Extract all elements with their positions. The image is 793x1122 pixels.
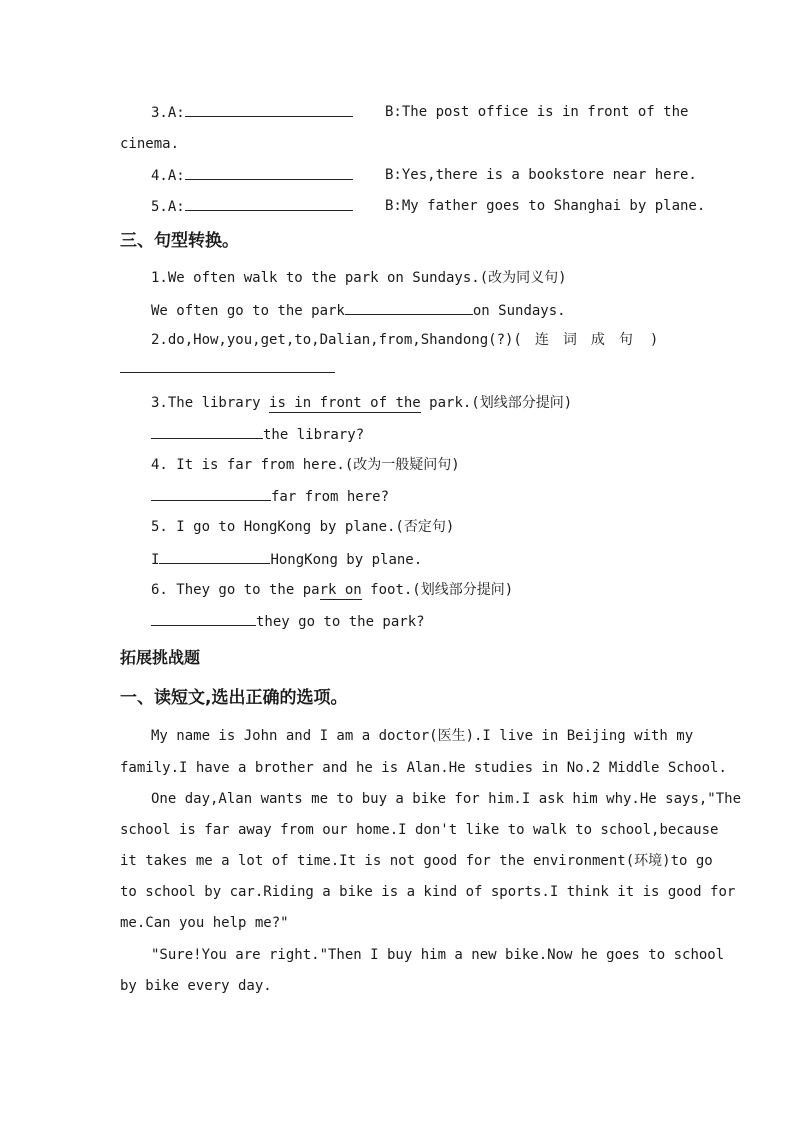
q4-blank[interactable] xyxy=(151,486,271,501)
q3-prompt: 3.The library is in front of the park.(划线部分提问) xyxy=(151,395,573,411)
passage-line: One day,Alan wants me to buy a bike for him.I ask him why.He says,"The xyxy=(151,791,742,807)
q5-blank[interactable] xyxy=(159,549,270,564)
q2-blank[interactable] xyxy=(120,358,335,373)
q4-answer-line: far from here? xyxy=(151,486,389,507)
q3-answer-line: the library? xyxy=(151,424,364,445)
dialogue-item-3 xyxy=(151,102,353,123)
q3-underlined-part: is in front of the xyxy=(269,395,421,411)
q2-answer-line[interactable] xyxy=(120,358,335,379)
passage-line: family.I have a brother and he is Alan.He studies in No.2 Middle School. xyxy=(120,760,727,776)
q4-prompt: 4. It is far from here.(改为一般疑问句) xyxy=(151,457,460,473)
q2-instruction: 连 词 成 句 ) xyxy=(534,332,657,348)
dialogue-item-4 xyxy=(151,165,353,186)
passage-line: me.Can you help me?" xyxy=(120,915,289,931)
passage-line: it takes me a lot of time.It is not good for the environment(环境)to go xyxy=(120,853,713,869)
passage-line: to school by car.Riding a bike is a kind of sports.I think it is good for xyxy=(120,884,736,900)
challenge-title: 拓展挑战题 xyxy=(120,648,201,667)
q5-prompt: 5. I go to HongKong by plane.(否定句) xyxy=(151,519,455,535)
q1-blank[interactable] xyxy=(345,300,473,315)
item-number: 3.A: xyxy=(151,105,185,121)
dialogue-answer-4: B:Yes,there is a bookstore near here. xyxy=(385,167,697,183)
answer-blank[interactable] xyxy=(185,102,353,117)
item-number: 4.A: xyxy=(151,168,185,184)
q6-underlined-part: rk on xyxy=(319,582,362,598)
q6-answer-line: they go to the park? xyxy=(151,611,425,632)
answer-blank[interactable] xyxy=(185,165,353,180)
passage-line: My name is John and I am a doctor(医生).I live in Beijing with my xyxy=(151,728,694,744)
dialogue-answer-3-continued: cinema. xyxy=(120,136,180,152)
dialogue-answer-3: B:The post office is in front of the xyxy=(385,104,689,120)
q2-prompt: 2.do,How,you,get,to,Dalian,from,Shandong(?)( xyxy=(151,332,522,348)
q6-blank[interactable] xyxy=(151,611,256,626)
q3-blank[interactable] xyxy=(151,424,263,439)
q1-pre-text: We often go to the park xyxy=(151,303,345,319)
passage-line: "Sure!You are right."Then I buy him a new bike.Now he goes to school xyxy=(151,947,725,963)
section-3-title: 三、句型转换。 xyxy=(120,231,239,251)
q6-prompt: 6. They go to the park on foot.(划线部分提问) xyxy=(151,582,514,598)
answer-blank[interactable] xyxy=(185,196,353,211)
dialogue-item-5 xyxy=(151,196,353,217)
item-number: 5.A: xyxy=(151,199,185,215)
dialogue-answer-5: B:My father goes to Shanghai by plane. xyxy=(385,198,706,214)
reading-title: 一、读短文,选出正确的选项。 xyxy=(120,688,348,708)
q1-prompt: 1.We often walk to the park on Sundays.(改为同义句) xyxy=(151,270,567,286)
q5-answer-line: I HongKong by plane. xyxy=(151,549,422,570)
q2-prompt-line xyxy=(151,330,668,350)
passage-line: by bike every day. xyxy=(120,978,272,994)
q1-answer-line xyxy=(151,300,566,321)
q1-post-text: on Sundays. xyxy=(472,303,566,319)
passage-line: school is far away from our home.I don't like to walk to school,because xyxy=(120,822,719,838)
